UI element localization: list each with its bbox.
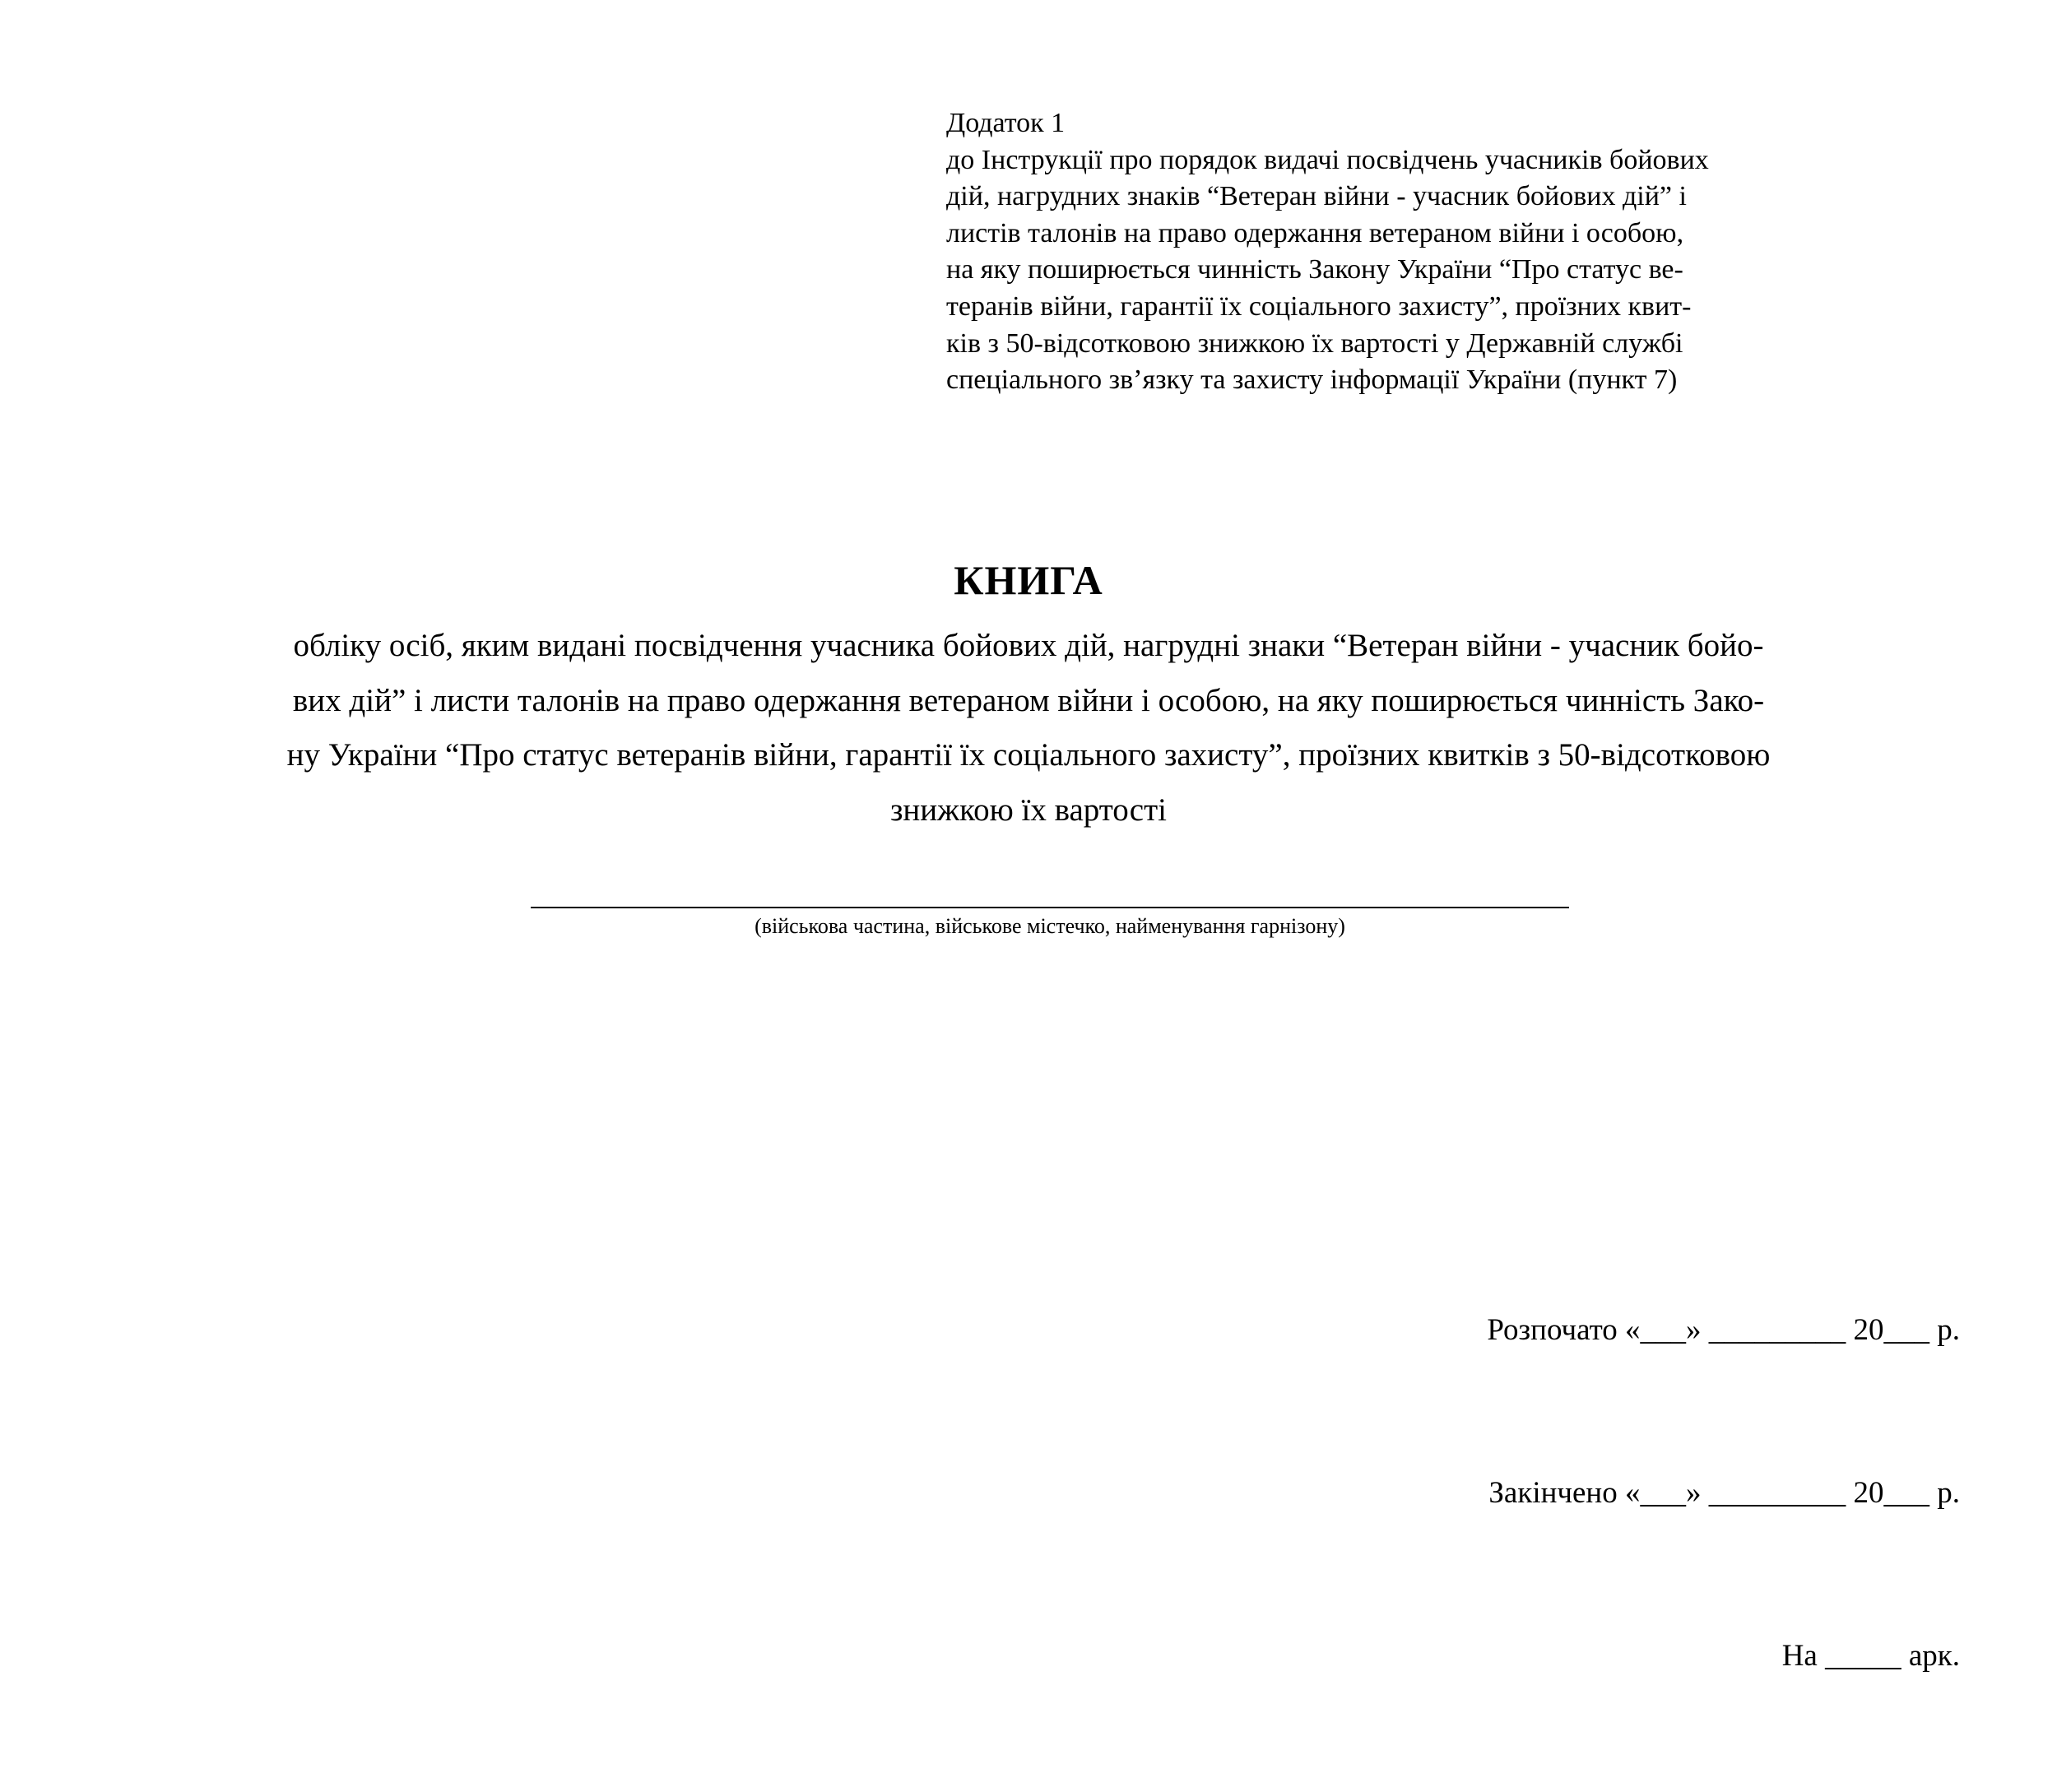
subtitle-line: обліку осіб, яким видані посвідчення учасника бойових дій, нагрудні знаки “Ветеран війни - учасник бойо- xyxy=(293,628,1764,663)
appendix-line: до Інструкції про порядок видачі посвідчень учасників бойових xyxy=(946,144,1709,175)
appendix-block xyxy=(946,105,1876,399)
sheets-line: На _____ арк. xyxy=(1781,1639,1960,1673)
appendix-line: теранів війни, гарантії їх соціального захисту”, проїзних квит- xyxy=(946,290,1692,322)
appendix-line: спеціального зв’язку та захисту інформації України (пункт 7) xyxy=(946,364,1678,396)
document-subtitle xyxy=(74,619,1983,838)
appendix-line: ків з 50-відсотковою знижкою їх вартості у Державній службі xyxy=(946,327,1683,359)
appendix-line: дій, нагрудних знаків “Ветеран війни - учасник бойових дій” і xyxy=(946,181,1687,212)
garrison-fill-in-field xyxy=(531,887,1569,940)
document-title: КНИГА xyxy=(954,557,1103,603)
finished-line: Закінчено «___» _________ 20___ р. xyxy=(1488,1476,1960,1510)
subtitle-line: ну України “Про статус ветеранів війни, гарантії їх соціального захисту”, проїзних квитків з 50-відсотковою xyxy=(286,737,1771,773)
fill-in-caption: (військова частина, військове містечко, найменування гарнізону) xyxy=(755,914,1345,938)
appendix-line: Додаток 1 xyxy=(946,108,1066,138)
footer-block xyxy=(1487,1195,1960,1792)
appendix-line: на яку поширюється чинність Закону України “Про статус ве- xyxy=(946,254,1683,286)
started-line: Розпочато «___» _________ 20___ р. xyxy=(1487,1313,1960,1347)
subtitle-line: вих дій” і листи талонів на право одержання ветераном війни і особою, на яку поширюється чинність Зако- xyxy=(292,682,1765,718)
appendix-line: листів талонів на право одержання ветераном війни і особою, xyxy=(946,217,1684,248)
fill-in-line xyxy=(531,887,1569,908)
subtitle-line: знижкою їх вартості xyxy=(890,792,1167,828)
